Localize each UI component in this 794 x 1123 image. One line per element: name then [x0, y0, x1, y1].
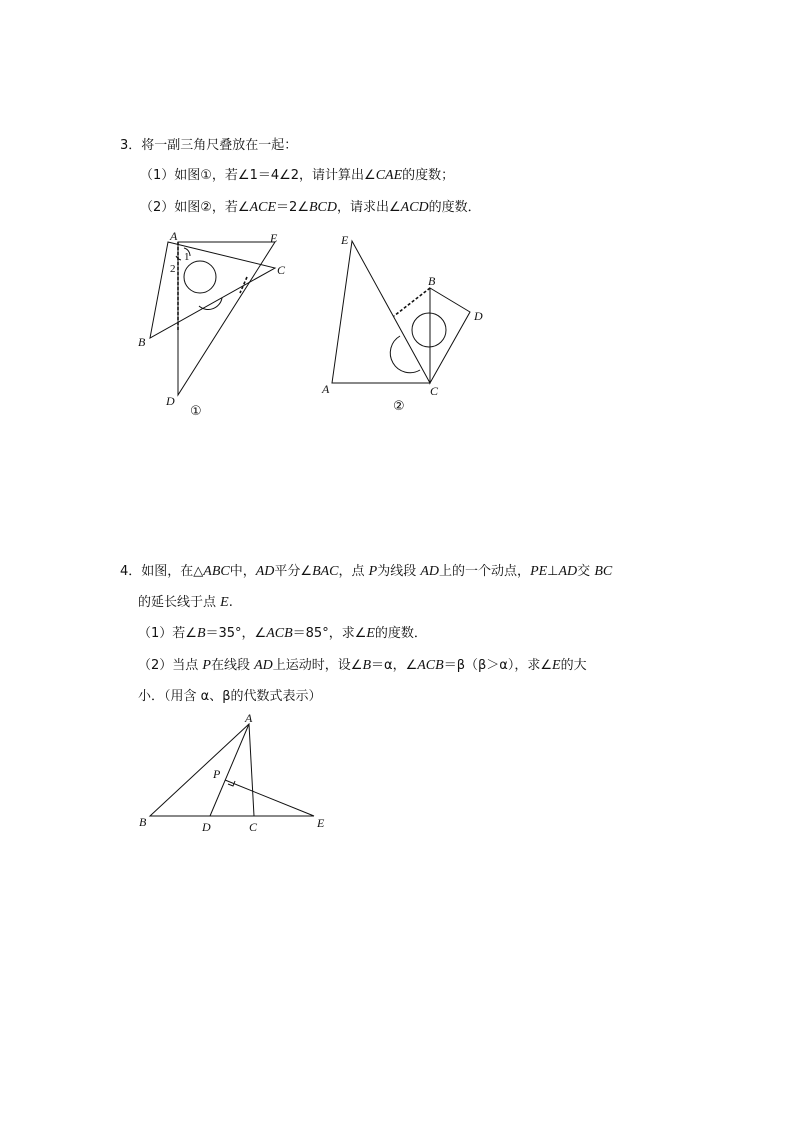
q4-p2-acb: ACB [417, 658, 444, 673]
q4-l1-perp: ⊥ [547, 564, 559, 579]
q4-p2-i: ＝β（β＞α），求∠ [443, 658, 553, 673]
fig1-caption: ① [190, 404, 202, 419]
q3-part1-text-a: （1）如图①，若∠1＝4∠2，请计算出∠ [140, 168, 376, 183]
fig1-label-a: A [170, 229, 178, 243]
q4-p1-acb: ACB [266, 626, 293, 641]
q3-part2 [140, 199, 481, 217]
fig1-label-b: B [138, 335, 146, 349]
q4-p2-ad: AD [254, 658, 273, 673]
fig2-label-c: C [430, 384, 439, 398]
fig2-label-a: A [322, 382, 330, 396]
q3-part1-text-c: 的度数； [402, 168, 455, 183]
fig2-arc [390, 336, 420, 373]
fig1-triangle-acb [150, 242, 275, 338]
q4-label-c: C [249, 820, 258, 834]
fig1-label-angle-1: 1 [184, 251, 190, 263]
q4-p2-p: P [202, 658, 211, 673]
q4-l1-ad: AD [255, 564, 275, 579]
q4-l1-e: 平分∠ [274, 564, 313, 579]
q4-l1-bc: BC [594, 564, 613, 579]
q4-l1-i: 为线段 [377, 564, 421, 579]
q4-l1-ad3: AD [558, 564, 578, 579]
q4-part1 [138, 625, 427, 643]
fig1-label-d: D [166, 394, 175, 408]
q4-l1-bac: BAC [312, 564, 339, 579]
fig1-dashed-ec [240, 277, 247, 293]
q4-l1-k: 上的一个动点， [439, 564, 531, 579]
q3-part2-text-g: 的度数． [428, 200, 481, 215]
q4-label-e: E [317, 816, 325, 830]
q4-l1-ad2: AD [420, 564, 440, 579]
q4-label-d: D [202, 820, 211, 834]
q4-part2-cont: 小．（用含 α、β的代数式表示） [138, 689, 322, 704]
q4-l1-a: 4．如图，在△ [120, 564, 204, 579]
q4-p1-e: ＝85°，求∠ [292, 626, 367, 641]
q4-line1 [120, 563, 612, 581]
q4-label-b: B [139, 815, 147, 829]
fig1-label-e: E [270, 231, 278, 245]
q3-title: 3．将一副三角尺叠放在一起： [120, 138, 298, 153]
q3-part2-text-c: ＝2∠ [276, 200, 309, 215]
q4-triangle-abc [150, 724, 254, 816]
q4-l1-pe: PE [530, 564, 548, 579]
q4-p1-b: B [196, 626, 206, 641]
q4-p1-angle-e: E [366, 626, 375, 641]
q4-figure [135, 710, 335, 840]
q4-l1-g: ，点 [338, 564, 369, 579]
q4-p2-e: 上运动时，设∠ [272, 658, 363, 673]
fig2-triangle-bdc [430, 288, 470, 383]
q4-label-a: A [245, 711, 253, 725]
q3-part2-text-a: （2）如图②，若∠ [140, 200, 250, 215]
q4-p1-c: ＝35°，∠ [205, 626, 267, 641]
q4-p2-k: 的大 [560, 658, 587, 673]
fig2-dashed-b-seg [394, 288, 430, 316]
q3-part1-angle: CAE [375, 168, 403, 183]
fig2-caption: ② [393, 399, 405, 414]
q4-p2-a: （2）当点 [138, 658, 203, 673]
q4-p1-g: 的度数． [374, 626, 427, 641]
q4-label-p: P [213, 767, 221, 781]
q3-part2-angle-ace: ACE [249, 200, 277, 215]
q3-part2-text-e: ，请求出∠ [336, 200, 401, 215]
q4-line2 [138, 594, 233, 612]
q4-line-pe [225, 780, 314, 816]
q4-p2-b: B [362, 658, 371, 673]
fig2-triangle-eca [332, 241, 430, 383]
q4-l2-e: E [220, 595, 229, 610]
q4-l1-p: P [368, 564, 378, 579]
fig1-circle [184, 261, 216, 293]
q3-figure-2 [315, 225, 495, 420]
fig1-label-angle-2: 2 [170, 263, 176, 275]
fig1-label-c: C [277, 263, 286, 277]
q4-l2-c: . [228, 595, 233, 610]
q4-p2-angle-e: E [552, 658, 561, 673]
fig2-circle [412, 313, 446, 347]
fig2-label-d: D [474, 309, 483, 323]
q4-part2 [138, 657, 587, 675]
q3-part2-angle-bcd: BCD [308, 200, 337, 215]
q3-part2-angle-acd: ACD [400, 200, 429, 215]
q3-figure-1 [130, 225, 290, 420]
q4-l1-o: 交 [577, 564, 595, 579]
fig2-label-b: B [428, 274, 436, 288]
fig2-label-e: E [341, 233, 349, 247]
q4-p2-g: ＝α，∠ [371, 658, 418, 673]
q3-part1 [140, 167, 454, 185]
q4-l1-c: 中， [229, 564, 256, 579]
q4-l2-a: 的延长线于点 [138, 595, 221, 610]
q4-l1-abc: ABC [203, 564, 230, 579]
q4-p1-a: （1）若∠ [138, 626, 197, 641]
q4-p2-c: 在线段 [210, 658, 255, 673]
